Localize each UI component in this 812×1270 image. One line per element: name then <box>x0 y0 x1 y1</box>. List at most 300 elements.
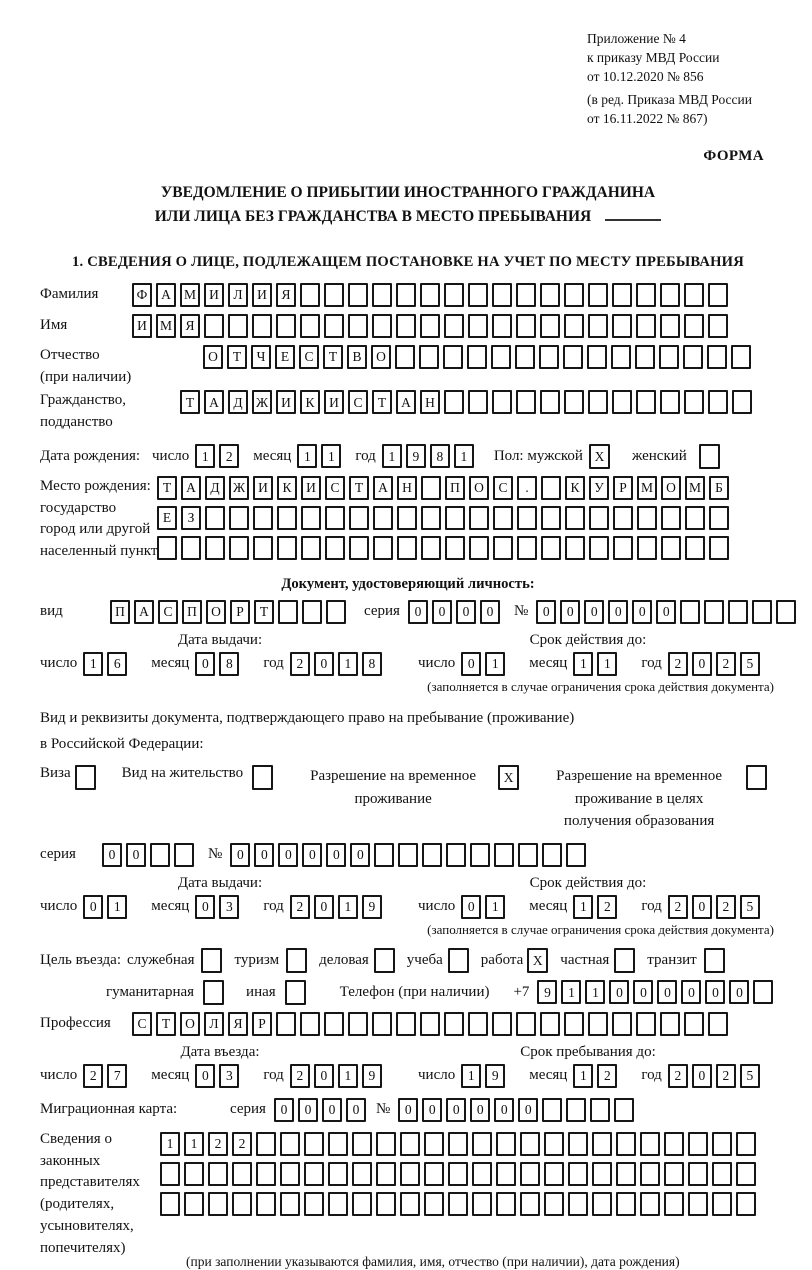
char-cell[interactable]: 1 <box>195 444 215 468</box>
char-cell[interactable] <box>328 1192 348 1216</box>
char-cell[interactable] <box>420 314 440 338</box>
char-cell[interactable]: Ч <box>251 345 271 369</box>
char-cell[interactable]: Р <box>613 476 633 500</box>
char-cell[interactable] <box>636 283 656 307</box>
char-cell[interactable] <box>253 536 273 560</box>
char-cell[interactable]: А <box>204 390 224 414</box>
char-cell[interactable]: 2 <box>668 895 688 919</box>
char-cell[interactable]: 1 <box>561 980 581 1004</box>
char-cell[interactable] <box>468 314 488 338</box>
char-cell[interactable] <box>493 506 513 530</box>
purpose-transit-checkbox[interactable] <box>704 948 725 973</box>
char-cell[interactable] <box>348 314 368 338</box>
char-cell[interactable] <box>184 1162 204 1186</box>
char-cell[interactable] <box>492 1012 512 1036</box>
char-cell[interactable]: Е <box>275 345 295 369</box>
char-cell[interactable] <box>184 1192 204 1216</box>
char-cell[interactable] <box>660 1012 680 1036</box>
char-cell[interactable] <box>613 536 633 560</box>
char-cell[interactable]: 9 <box>537 980 557 1004</box>
char-cell[interactable]: М <box>180 283 200 307</box>
char-cell[interactable] <box>349 536 369 560</box>
char-cell[interactable]: 0 <box>278 843 298 867</box>
char-cell[interactable]: И <box>253 476 273 500</box>
char-cell[interactable] <box>352 1162 372 1186</box>
char-cell[interactable]: 0 <box>633 980 653 1004</box>
char-cell[interactable] <box>611 345 631 369</box>
char-cell[interactable] <box>421 506 441 530</box>
char-cell[interactable] <box>496 1192 516 1216</box>
char-cell[interactable] <box>252 314 272 338</box>
char-cell[interactable] <box>256 1132 276 1156</box>
char-cell[interactable]: С <box>158 600 178 624</box>
char-cell[interactable] <box>541 536 561 560</box>
char-cell[interactable]: 3 <box>219 1064 239 1088</box>
char-cell[interactable]: 0 <box>584 600 604 624</box>
char-cell[interactable] <box>660 390 680 414</box>
char-cell[interactable]: Т <box>156 1012 176 1036</box>
char-cell[interactable] <box>494 843 514 867</box>
char-cell[interactable]: 1 <box>573 1064 593 1088</box>
char-cell[interactable] <box>704 600 724 624</box>
char-cell[interactable]: Д <box>228 390 248 414</box>
form-number-blank[interactable] <box>605 218 661 221</box>
char-cell[interactable]: 0 <box>494 1098 514 1122</box>
char-cell[interactable] <box>304 1162 324 1186</box>
char-cell[interactable]: С <box>299 345 319 369</box>
char-cell[interactable] <box>396 1012 416 1036</box>
char-cell[interactable] <box>616 1132 636 1156</box>
char-cell[interactable] <box>276 1012 296 1036</box>
char-cell[interactable] <box>612 390 632 414</box>
char-cell[interactable] <box>348 283 368 307</box>
char-cell[interactable] <box>568 1192 588 1216</box>
char-cell[interactable] <box>300 314 320 338</box>
char-cell[interactable] <box>616 1162 636 1186</box>
char-cell[interactable]: 0 <box>446 1098 466 1122</box>
char-cell[interactable]: К <box>565 476 585 500</box>
char-cell[interactable] <box>709 536 729 560</box>
char-cell[interactable] <box>516 390 536 414</box>
char-cell[interactable]: И <box>276 390 296 414</box>
char-cell[interactable]: 6 <box>107 652 127 676</box>
char-cell[interactable] <box>445 506 465 530</box>
residence-permit-checkbox[interactable] <box>252 765 273 790</box>
char-cell[interactable] <box>565 536 585 560</box>
char-cell[interactable] <box>640 1132 660 1156</box>
char-cell[interactable] <box>397 536 417 560</box>
char-cell[interactable] <box>566 843 586 867</box>
char-cell[interactable] <box>349 506 369 530</box>
char-cell[interactable]: 1 <box>297 444 317 468</box>
char-cell[interactable]: И <box>132 314 152 338</box>
char-cell[interactable]: 1 <box>160 1132 180 1156</box>
char-cell[interactable] <box>516 314 536 338</box>
char-cell[interactable]: 0 <box>657 980 677 1004</box>
char-cell[interactable]: 1 <box>585 980 605 1004</box>
char-cell[interactable] <box>708 283 728 307</box>
char-cell[interactable]: 1 <box>382 444 402 468</box>
char-cell[interactable]: 0 <box>195 652 215 676</box>
char-cell[interactable] <box>374 843 394 867</box>
char-cell[interactable] <box>516 283 536 307</box>
char-cell[interactable]: 0 <box>195 895 215 919</box>
char-cell[interactable]: С <box>493 476 513 500</box>
char-cell[interactable]: 2 <box>232 1132 252 1156</box>
char-cell[interactable] <box>324 1012 344 1036</box>
char-cell[interactable]: 0 <box>692 652 712 676</box>
char-cell[interactable]: П <box>182 600 202 624</box>
char-cell[interactable]: Е <box>157 506 177 530</box>
char-cell[interactable]: Р <box>252 1012 272 1036</box>
char-cell[interactable] <box>376 1192 396 1216</box>
char-cell[interactable] <box>160 1192 180 1216</box>
char-cell[interactable] <box>708 1012 728 1036</box>
char-cell[interactable] <box>589 536 609 560</box>
char-cell[interactable] <box>422 843 442 867</box>
char-cell[interactable] <box>517 536 537 560</box>
char-cell[interactable]: 2 <box>208 1132 228 1156</box>
char-cell[interactable] <box>776 600 796 624</box>
char-cell[interactable]: 0 <box>470 1098 490 1122</box>
char-cell[interactable] <box>635 345 655 369</box>
char-cell[interactable] <box>448 1162 468 1186</box>
char-cell[interactable]: Т <box>157 476 177 500</box>
char-cell[interactable] <box>174 843 194 867</box>
char-cell[interactable] <box>492 283 512 307</box>
char-cell[interactable] <box>444 314 464 338</box>
char-cell[interactable]: 0 <box>536 600 556 624</box>
char-cell[interactable]: Т <box>227 345 247 369</box>
char-cell[interactable]: 0 <box>422 1098 442 1122</box>
char-cell[interactable]: П <box>110 600 130 624</box>
char-cell[interactable]: С <box>132 1012 152 1036</box>
char-cell[interactable] <box>300 283 320 307</box>
char-cell[interactable] <box>518 843 538 867</box>
char-cell[interactable] <box>304 1132 324 1156</box>
char-cell[interactable]: 2 <box>597 895 617 919</box>
char-cell[interactable]: 5 <box>740 895 760 919</box>
purpose-study-checkbox[interactable] <box>448 948 469 973</box>
char-cell[interactable]: Я <box>180 314 200 338</box>
char-cell[interactable] <box>205 506 225 530</box>
char-cell[interactable] <box>372 1012 392 1036</box>
char-cell[interactable]: 5 <box>740 652 760 676</box>
char-cell[interactable] <box>424 1192 444 1216</box>
char-cell[interactable]: 0 <box>314 652 334 676</box>
char-cell[interactable] <box>684 390 704 414</box>
char-cell[interactable] <box>592 1192 612 1216</box>
char-cell[interactable] <box>208 1162 228 1186</box>
char-cell[interactable] <box>493 536 513 560</box>
char-cell[interactable]: 0 <box>518 1098 538 1122</box>
char-cell[interactable] <box>396 314 416 338</box>
char-cell[interactable] <box>636 390 656 414</box>
char-cell[interactable]: Ж <box>252 390 272 414</box>
purpose-tourism-checkbox[interactable] <box>286 948 307 973</box>
char-cell[interactable] <box>400 1192 420 1216</box>
char-cell[interactable] <box>544 1192 564 1216</box>
char-cell[interactable]: Л <box>228 283 248 307</box>
char-cell[interactable] <box>348 1012 368 1036</box>
char-cell[interactable]: 0 <box>461 652 481 676</box>
char-cell[interactable] <box>728 600 748 624</box>
char-cell[interactable] <box>469 506 489 530</box>
char-cell[interactable] <box>588 390 608 414</box>
char-cell[interactable]: 2 <box>290 652 310 676</box>
char-cell[interactable] <box>229 536 249 560</box>
char-cell[interactable] <box>541 476 561 500</box>
char-cell[interactable] <box>664 1162 684 1186</box>
char-cell[interactable]: 0 <box>729 980 749 1004</box>
char-cell[interactable]: 0 <box>681 980 701 1004</box>
char-cell[interactable] <box>661 536 681 560</box>
char-cell[interactable]: 0 <box>298 1098 318 1122</box>
char-cell[interactable]: Т <box>180 390 200 414</box>
char-cell[interactable] <box>664 1132 684 1156</box>
char-cell[interactable] <box>398 843 418 867</box>
char-cell[interactable] <box>661 506 681 530</box>
char-cell[interactable] <box>709 506 729 530</box>
char-cell[interactable] <box>325 506 345 530</box>
char-cell[interactable] <box>325 536 345 560</box>
char-cell[interactable]: М <box>156 314 176 338</box>
char-cell[interactable]: 1 <box>83 652 103 676</box>
char-cell[interactable]: 0 <box>692 895 712 919</box>
char-cell[interactable] <box>684 1012 704 1036</box>
char-cell[interactable]: 0 <box>195 1064 215 1088</box>
char-cell[interactable]: Л <box>204 1012 224 1036</box>
char-cell[interactable]: Б <box>709 476 729 500</box>
char-cell[interactable]: А <box>181 476 201 500</box>
char-cell[interactable] <box>588 283 608 307</box>
char-cell[interactable] <box>400 1132 420 1156</box>
char-cell[interactable] <box>160 1162 180 1186</box>
char-cell[interactable]: О <box>661 476 681 500</box>
char-cell[interactable] <box>563 345 583 369</box>
char-cell[interactable] <box>544 1162 564 1186</box>
temp-residence-checkbox[interactable]: X <box>498 765 519 790</box>
char-cell[interactable]: 2 <box>83 1064 103 1088</box>
char-cell[interactable]: 1 <box>573 895 593 919</box>
char-cell[interactable]: 0 <box>560 600 580 624</box>
char-cell[interactable] <box>564 314 584 338</box>
char-cell[interactable] <box>253 506 273 530</box>
char-cell[interactable] <box>376 1162 396 1186</box>
char-cell[interactable]: А <box>134 600 154 624</box>
char-cell[interactable] <box>324 314 344 338</box>
char-cell[interactable] <box>636 1012 656 1036</box>
char-cell[interactable]: 0 <box>314 895 334 919</box>
char-cell[interactable] <box>256 1162 276 1186</box>
char-cell[interactable]: Н <box>420 390 440 414</box>
char-cell[interactable]: 0 <box>230 843 250 867</box>
char-cell[interactable] <box>280 1162 300 1186</box>
char-cell[interactable] <box>496 1132 516 1156</box>
char-cell[interactable]: 0 <box>632 600 652 624</box>
char-cell[interactable] <box>589 506 609 530</box>
char-cell[interactable]: О <box>203 345 223 369</box>
char-cell[interactable]: 2 <box>290 1064 310 1088</box>
char-cell[interactable]: 9 <box>406 444 426 468</box>
char-cell[interactable] <box>540 314 560 338</box>
char-cell[interactable] <box>372 283 392 307</box>
char-cell[interactable] <box>587 345 607 369</box>
sex-male-checkbox[interactable]: X <box>589 444 610 469</box>
char-cell[interactable] <box>420 283 440 307</box>
char-cell[interactable] <box>541 506 561 530</box>
char-cell[interactable]: 1 <box>485 895 505 919</box>
char-cell[interactable]: 2 <box>219 444 239 468</box>
char-cell[interactable] <box>517 506 537 530</box>
char-cell[interactable] <box>636 314 656 338</box>
char-cell[interactable] <box>376 1132 396 1156</box>
char-cell[interactable] <box>664 1192 684 1216</box>
char-cell[interactable] <box>468 283 488 307</box>
char-cell[interactable] <box>732 390 752 414</box>
purpose-other-checkbox[interactable] <box>285 980 306 1005</box>
char-cell[interactable] <box>419 345 439 369</box>
char-cell[interactable]: 0 <box>456 600 476 624</box>
char-cell[interactable] <box>731 345 751 369</box>
char-cell[interactable]: 0 <box>480 600 500 624</box>
char-cell[interactable]: Т <box>323 345 343 369</box>
char-cell[interactable]: 0 <box>461 895 481 919</box>
char-cell[interactable]: 0 <box>274 1098 294 1122</box>
char-cell[interactable] <box>659 345 679 369</box>
char-cell[interactable] <box>564 283 584 307</box>
char-cell[interactable] <box>542 843 562 867</box>
char-cell[interactable]: 8 <box>430 444 450 468</box>
char-cell[interactable]: И <box>204 283 224 307</box>
char-cell[interactable] <box>470 843 490 867</box>
char-cell[interactable]: О <box>371 345 391 369</box>
char-cell[interactable] <box>660 314 680 338</box>
char-cell[interactable] <box>444 1012 464 1036</box>
char-cell[interactable] <box>420 1012 440 1036</box>
char-cell[interactable] <box>304 1192 324 1216</box>
char-cell[interactable] <box>564 1012 584 1036</box>
char-cell[interactable]: 2 <box>716 652 736 676</box>
char-cell[interactable] <box>588 1012 608 1036</box>
char-cell[interactable]: 0 <box>692 1064 712 1088</box>
char-cell[interactable] <box>540 390 560 414</box>
char-cell[interactable] <box>590 1098 610 1122</box>
char-cell[interactable] <box>496 1162 516 1186</box>
char-cell[interactable] <box>539 345 559 369</box>
char-cell[interactable] <box>637 506 657 530</box>
char-cell[interactable] <box>685 506 705 530</box>
char-cell[interactable] <box>472 1132 492 1156</box>
purpose-official-checkbox[interactable] <box>201 948 222 973</box>
char-cell[interactable] <box>752 600 772 624</box>
char-cell[interactable] <box>736 1132 756 1156</box>
char-cell[interactable]: 1 <box>461 1064 481 1088</box>
char-cell[interactable]: 0 <box>656 600 676 624</box>
char-cell[interactable]: 2 <box>716 895 736 919</box>
char-cell[interactable] <box>568 1162 588 1186</box>
char-cell[interactable] <box>277 536 297 560</box>
char-cell[interactable] <box>688 1192 708 1216</box>
char-cell[interactable] <box>208 1192 228 1216</box>
char-cell[interactable] <box>614 1098 634 1122</box>
char-cell[interactable] <box>328 1162 348 1186</box>
char-cell[interactable] <box>372 314 392 338</box>
char-cell[interactable] <box>397 506 417 530</box>
sex-female-checkbox[interactable] <box>699 444 720 469</box>
char-cell[interactable]: 1 <box>107 895 127 919</box>
char-cell[interactable] <box>712 1162 732 1186</box>
char-cell[interactable]: С <box>348 390 368 414</box>
char-cell[interactable] <box>568 1132 588 1156</box>
char-cell[interactable]: . <box>517 476 537 500</box>
char-cell[interactable]: 2 <box>716 1064 736 1088</box>
char-cell[interactable] <box>232 1162 252 1186</box>
temp-residence-education-checkbox[interactable] <box>746 765 767 790</box>
char-cell[interactable] <box>395 345 415 369</box>
char-cell[interactable] <box>520 1192 540 1216</box>
char-cell[interactable] <box>707 345 727 369</box>
char-cell[interactable] <box>421 536 441 560</box>
char-cell[interactable] <box>301 536 321 560</box>
char-cell[interactable]: 0 <box>254 843 274 867</box>
char-cell[interactable]: Я <box>276 283 296 307</box>
char-cell[interactable] <box>157 536 177 560</box>
char-cell[interactable] <box>540 1012 560 1036</box>
char-cell[interactable] <box>712 1192 732 1216</box>
char-cell[interactable] <box>400 1162 420 1186</box>
char-cell[interactable]: П <box>445 476 465 500</box>
char-cell[interactable] <box>613 506 633 530</box>
char-cell[interactable] <box>448 1192 468 1216</box>
char-cell[interactable]: 0 <box>609 980 629 1004</box>
char-cell[interactable] <box>637 536 657 560</box>
char-cell[interactable] <box>588 314 608 338</box>
char-cell[interactable]: Я <box>228 1012 248 1036</box>
char-cell[interactable] <box>708 390 728 414</box>
char-cell[interactable]: 0 <box>302 843 322 867</box>
char-cell[interactable]: 1 <box>338 652 358 676</box>
char-cell[interactable]: В <box>347 345 367 369</box>
purpose-humanitarian-checkbox[interactable] <box>203 980 224 1005</box>
char-cell[interactable] <box>640 1192 660 1216</box>
char-cell[interactable]: Т <box>372 390 392 414</box>
char-cell[interactable] <box>708 314 728 338</box>
char-cell[interactable] <box>328 1132 348 1156</box>
char-cell[interactable]: О <box>180 1012 200 1036</box>
char-cell[interactable] <box>278 600 298 624</box>
char-cell[interactable]: 2 <box>668 1064 688 1088</box>
char-cell[interactable] <box>467 345 487 369</box>
char-cell[interactable]: Т <box>349 476 369 500</box>
char-cell[interactable]: Ж <box>229 476 249 500</box>
char-cell[interactable]: Н <box>397 476 417 500</box>
char-cell[interactable]: 0 <box>705 980 725 1004</box>
char-cell[interactable] <box>232 1192 252 1216</box>
char-cell[interactable]: А <box>156 283 176 307</box>
char-cell[interactable] <box>181 536 201 560</box>
char-cell[interactable] <box>302 600 322 624</box>
char-cell[interactable]: 0 <box>408 600 428 624</box>
char-cell[interactable] <box>520 1162 540 1186</box>
char-cell[interactable]: 0 <box>608 600 628 624</box>
char-cell[interactable]: Д <box>205 476 225 500</box>
char-cell[interactable] <box>150 843 170 867</box>
char-cell[interactable]: Т <box>254 600 274 624</box>
char-cell[interactable]: 0 <box>83 895 103 919</box>
char-cell[interactable] <box>640 1162 660 1186</box>
char-cell[interactable] <box>688 1162 708 1186</box>
